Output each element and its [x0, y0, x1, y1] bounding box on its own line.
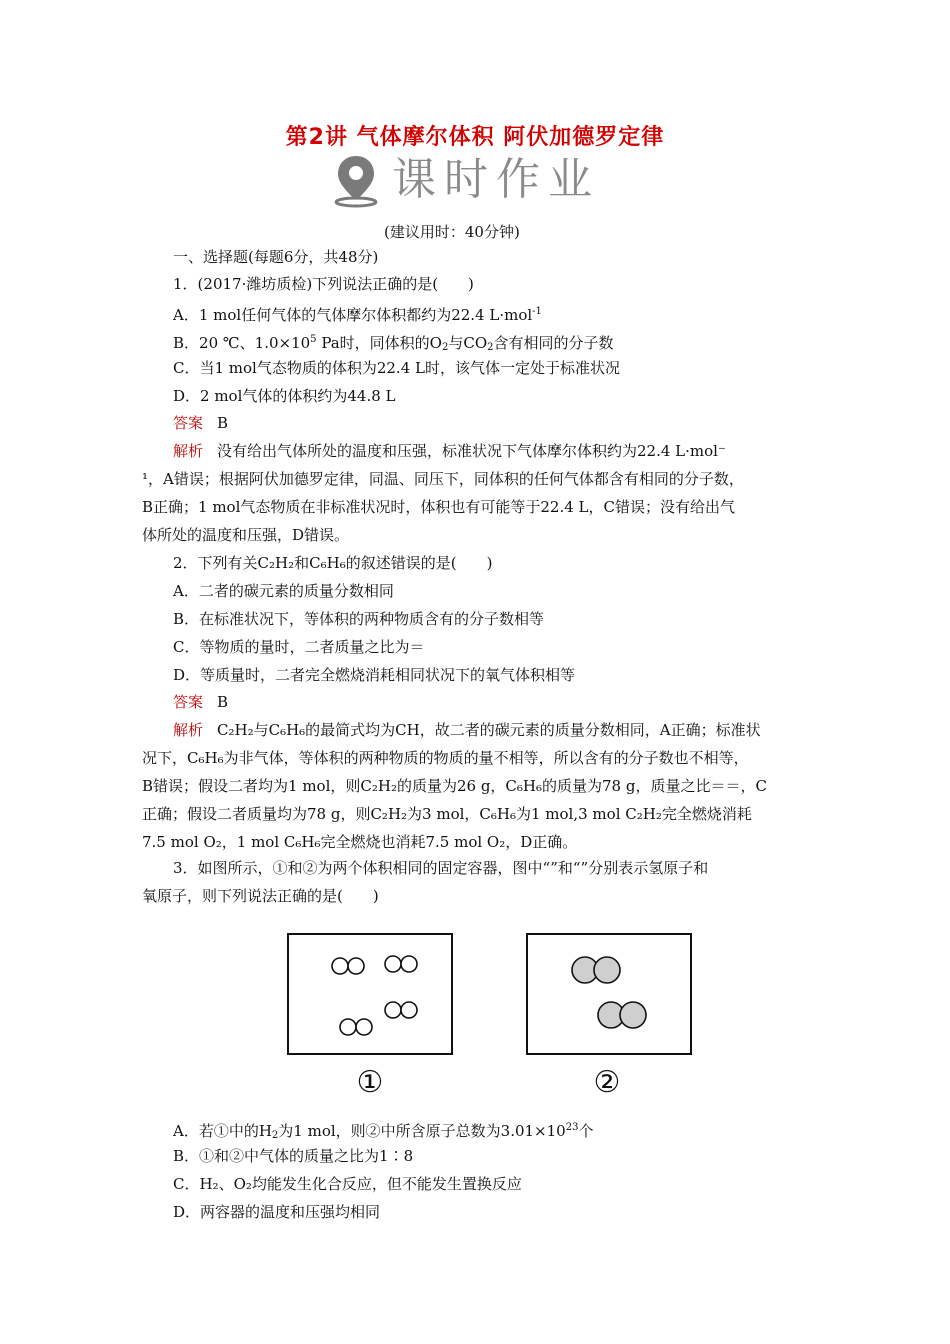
- q2-analysis-line-4: 正确；假设二者质量均为78 g，则C₂H₂为3 mol，C₆H₆为1 mol,3 mol C₂H₂完全燃烧消耗: [142, 805, 752, 823]
- q1-option-b: B．20 ℃、$1.0\times 10^5$ Pa时，同体积的$O_2$与$CO_2$含有相同的分子数: [173, 334, 614, 353]
- homework-banner: [328, 152, 628, 208]
- q2-option-b: B．在标准状况下，等体积的两种物质含有的分子数相等: [173, 610, 545, 628]
- q1-analysis-line-4: 体所处的温度和压强，D错误。: [142, 526, 350, 544]
- q2-option-a: A．二者的碳元素的质量分数相同: [173, 582, 394, 600]
- q2-analysis-line-5: 7.5 mol O₂，1 mol C₆H₆完全燃烧也消耗7.5 mol O₂，D正确。: [142, 833, 578, 851]
- q2-analysis-line-2: 况下，C₆H₆为非气体，等体积的两种物质的物质的量不相等，所以含有的分子数也不相等，: [142, 749, 749, 767]
- section-heading: 一、选择题(每题6分，共48分): [173, 248, 379, 266]
- q1-stem: 1．(2017·潍坊质检)下列说法正确的是( ): [173, 275, 474, 293]
- q1-option-c: C．当1 mol气态物质的体积为22.4 L时，该气体一定处于标准状况: [173, 359, 620, 377]
- banner-label: 课时作业: [392, 154, 600, 205]
- page-title: 第2讲 气体摩尔体积 阿伏加德罗定律: [285, 125, 665, 150]
- location-pin-icon: [328, 152, 384, 208]
- q1-option-a: A．1 mol任何气体的气体摩尔体积都约为22.4 L·mol$^{-1}$: [173, 306, 542, 324]
- q2-analysis-line-3: B错误；假设二者均为1 mol，则C₂H₂的质量为26 g，C₆H₆的质量为78 g，质量之比＝＝，C: [142, 777, 767, 795]
- container-2: [527, 934, 691, 1054]
- q1-analysis-line-1: 解析 没有给出气体所处的温度和压强，标准状况下气体摩尔体积约为22.4 L·mol⁻: [173, 442, 726, 460]
- q2-stem: 2．下列有关C₂H₂和C₆H₆的叙述错误的是( ): [173, 554, 493, 572]
- q3-option-c: C．H₂、O₂均能发生化合反应，但不能发生置换反应: [173, 1175, 522, 1193]
- q3-option-d: D．两容器的温度和压强均相同: [173, 1203, 381, 1221]
- q2-analysis-line-1: 解析 C₂H₂与C₆H₆的最简式均为CH，故二者的碳元素的质量分数相同，A正确；标准状: [173, 721, 761, 739]
- container-label-2: ②: [593, 1065, 621, 1100]
- q3-option-a: A．若①中的$H_2$为1 mol，则②中所含原子总数为$3.01\times 10^{23}$个: [173, 1122, 594, 1141]
- q1-analysis-line-3: B正确；1 mol气态物质在非标准状况时，体积也有可能等于22.4 L，C错误；没有给出气: [142, 498, 735, 516]
- q3-option-b: B．①和②中气体的质量之比为1∶8: [173, 1147, 414, 1165]
- q2-answer: 答案 B: [173, 693, 229, 711]
- time-note: (建议用时：40分钟): [384, 223, 520, 241]
- q3-container-diagram: [285, 920, 705, 1120]
- q3-stem-line-2: 氧原子，则下列说法正确的是( ): [142, 887, 379, 905]
- container-1: [288, 934, 452, 1054]
- q1-analysis-line-2: ¹，A错误；根据阿伏加德罗定律，同温、同压下，同体积的任何气体都含有相同的分子数，: [142, 470, 744, 488]
- q1-option-d: D．2 mol气体的体积约为44.8 L: [173, 387, 396, 405]
- q2-option-d: D．等质量时，二者完全燃烧消耗相同状况下的氧气体积相等: [173, 666, 576, 684]
- q1-answer: 答案 B: [173, 414, 229, 432]
- q3-stem-line-1: 3．如图所示，①和②为两个体积相同的固定容器，图中“”和“”分别表示氢原子和: [173, 859, 709, 877]
- q2-option-c: C．等物质的量时，二者质量之比为＝: [173, 638, 425, 656]
- container-label-1: ①: [356, 1065, 384, 1100]
